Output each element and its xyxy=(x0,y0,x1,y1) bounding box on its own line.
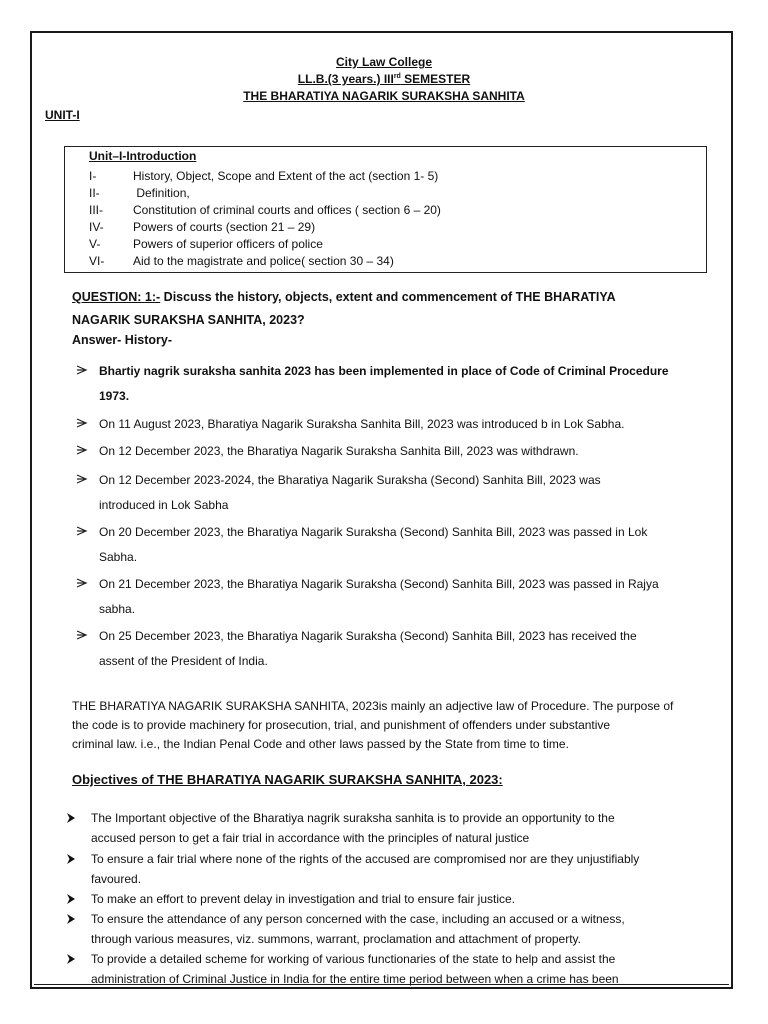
objective-bullet-text: administration of Criminal Justice in India for the entire time period between when a crime has been xyxy=(91,972,619,986)
history-bullet-text: On 12 December 2023, the Bharatiya Nagarik Suraksha Sanhita Bill, 2023 was withdrawn. xyxy=(99,444,579,458)
question-line-1 xyxy=(72,290,616,304)
college-name: City Law College xyxy=(335,55,433,69)
question-text: Discuss the history, objects, extent and commencement of THE BHARATIYA xyxy=(160,290,616,304)
history-bullet-text: introduced in Lok Sabha xyxy=(99,498,229,512)
syllabus-row-text: Constitution of criminal courts and offices ( section 6 – 20) xyxy=(133,203,441,217)
course-title-tail: SEMESTER xyxy=(400,72,471,86)
syllabus-row-number: VI- xyxy=(89,254,105,268)
syllabus-row-number: IV- xyxy=(89,220,104,234)
objectives-heading: Objectives of THE BHARATIYA NAGARIK SURAKSHA SANHITA, 2023: xyxy=(72,772,503,787)
syllabus-row-number: III- xyxy=(89,203,103,217)
arrow-bullet-icon xyxy=(76,577,88,589)
objective-bullet-text: To ensure a fair trial where none of the rights of the accused are compromised nor are they unjustifiably xyxy=(91,852,640,866)
arrow-bullet-icon xyxy=(76,417,88,429)
history-bullet-text: Bhartiy nagrik suraksha sanhita 2023 has been implemented in place of Code of Criminal Procedure xyxy=(99,364,669,378)
syllabus-row-text: Definition, xyxy=(133,186,190,200)
objective-bullet-text: accused person to get a fair trial in accordance with the principles of natural justice xyxy=(91,831,530,845)
history-bullet-text: Sabha. xyxy=(99,550,138,564)
unit-label: UNIT-I xyxy=(45,108,80,122)
syllabus-row-number: V- xyxy=(89,237,101,251)
arrow-bullet-icon xyxy=(66,949,76,969)
syllabus-title: Unit–I-Introduction xyxy=(89,149,197,163)
objective-bullet-text: To make an effort to prevent delay in investigation and trial to ensure fair justice. xyxy=(91,892,516,906)
arrow-bullet-icon xyxy=(76,473,88,485)
description-paragraph xyxy=(72,697,692,754)
objective-bullet-text: The Important objective of the Bharatiya nagrik suraksha sanhita is to provide an opportunity to the xyxy=(91,811,615,825)
course-title xyxy=(0,72,768,86)
arrow-bullet-icon xyxy=(66,849,76,869)
history-bullet-text: On 25 December 2023, the Bharatiya Nagarik Suraksha (Second) Sanhita Bill, 2023 has received the xyxy=(99,629,637,643)
history-bullet-text: On 11 August 2023, Bharatiya Nagarik Suraksha Sanhita Bill, 2023 was introduced b in Lok Sabha. xyxy=(99,417,625,431)
syllabus-row-text: History, Object, Scope and Extent of the act (section 1- 5) xyxy=(133,169,439,183)
paragraph-line: the code is to provide machinery for prosecution, trial, and punishment of offenders under substantive xyxy=(72,718,611,732)
history-bullet-text: On 20 December 2023, the Bharatiya Nagarik Suraksha (Second) Sanhita Bill, 2023 was passed in Lok xyxy=(99,525,648,539)
syllabus-row-number: I- xyxy=(89,169,97,183)
history-bullet-text: 1973. xyxy=(99,389,130,403)
arrow-bullet-icon xyxy=(76,629,88,641)
paragraph-line: THE BHARATIYA NAGARIK SURAKSHA SANHITA, 2023is mainly an adjective law of Procedure. The purpose of xyxy=(72,699,674,713)
history-bullet-text: On 12 December 2023-2024, the Bharatiya Nagarik Suraksha (Second) Sanhita Bill, 2023 was xyxy=(99,473,601,487)
arrow-bullet-icon xyxy=(76,364,88,376)
arrow-bullet-icon xyxy=(76,525,88,537)
syllabus-box xyxy=(64,146,707,273)
question-label: QUESTION: 1:- xyxy=(72,290,161,304)
answer-heading: Answer- History- xyxy=(72,333,173,347)
question-line-2: NAGARIK SURAKSHA SANHITA, 2023? xyxy=(72,313,305,327)
history-bullet-text: assent of the President of India. xyxy=(99,654,268,668)
syllabus-row-text: Powers of courts (section 21 – 29) xyxy=(133,220,316,234)
arrow-bullet-icon xyxy=(76,444,88,456)
arrow-bullet-icon xyxy=(66,808,76,828)
arrow-bullet-icon xyxy=(66,909,76,929)
objective-bullet-text: To ensure the attendance of any person concerned with the case, including an accused or a witness, xyxy=(91,912,625,926)
syllabus-row-text: Aid to the magistrate and police( section 30 – 34) xyxy=(133,254,394,268)
course-title-superscript: rd xyxy=(393,73,401,80)
paragraph-line: criminal law. i.e., the Indian Penal Code and other laws passed by the State from time to time. xyxy=(72,737,569,751)
objective-bullet-text: favoured. xyxy=(91,872,142,886)
course-title-main: LL.B.(3 years.) III xyxy=(297,72,394,86)
subject-title: THE BHARATIYA NAGARIK SURAKSHA SANHITA xyxy=(243,89,525,103)
syllabus-row-text: Powers of superior officers of police xyxy=(133,237,323,251)
objective-bullet-text: through various measures, viz. summons, warrant, proclamation and attachment of property. xyxy=(91,932,582,946)
history-bullet-text: sabha. xyxy=(99,602,136,616)
history-bullet-text: On 21 December 2023, the Bharatiya Nagarik Suraksha (Second) Sanhita Bill, 2023 was passed in Rajya xyxy=(99,577,659,591)
arrow-bullet-icon xyxy=(66,889,76,909)
syllabus-row-number: II- xyxy=(89,186,100,200)
objective-bullet-text: To provide a detailed scheme for working of various functionaries of the state to help and assist the xyxy=(91,952,616,966)
